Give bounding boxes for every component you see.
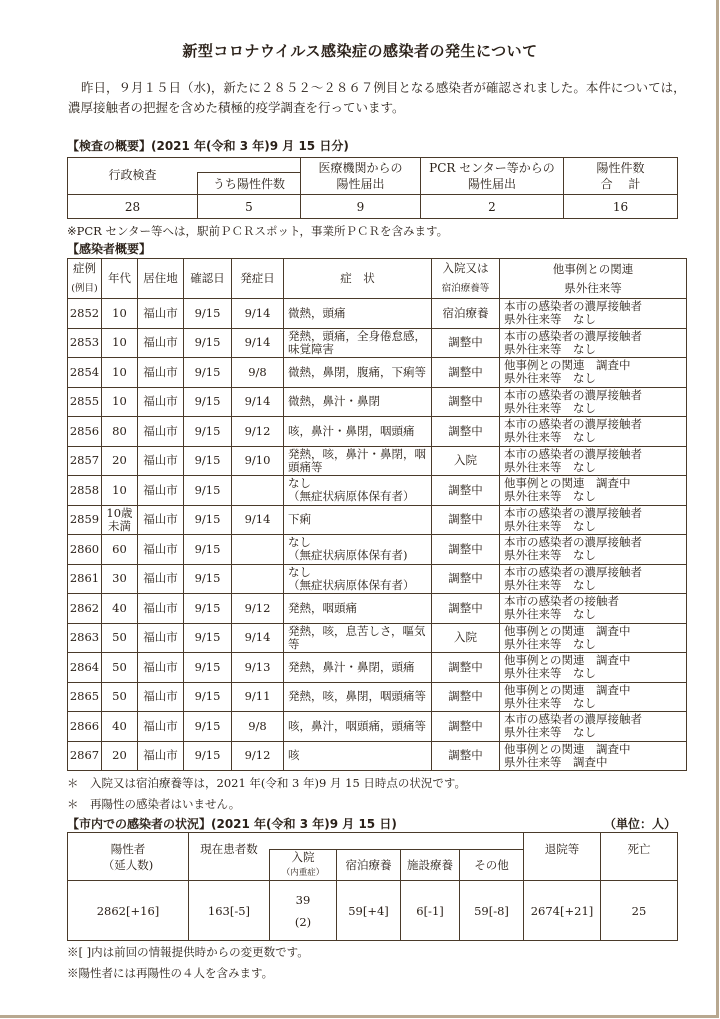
cell-status: 調整中 bbox=[432, 505, 500, 535]
cell-case-no: 2858 bbox=[68, 476, 102, 506]
relation-line: 他事例との関連 調査中 bbox=[504, 358, 631, 373]
relation-line: 本市の感染者の濃厚接触者 bbox=[504, 505, 642, 520]
cell-residence: 福山市 bbox=[138, 446, 184, 476]
cell-relation bbox=[500, 299, 687, 329]
header-current-spacer bbox=[270, 833, 524, 850]
cell-confirmed: 9/15 bbox=[184, 417, 232, 447]
cell-relation bbox=[500, 328, 687, 358]
travel-line: 県外往来等 なし bbox=[504, 371, 596, 386]
cases-note-2: ＊ 再陽性の感染者はいません。 bbox=[67, 797, 241, 811]
header-positive: 陽性者 （延人数) bbox=[68, 833, 189, 881]
table-row bbox=[68, 358, 687, 388]
header-confirmed: 確認日 bbox=[184, 259, 232, 299]
cell-confirmed: 9/15 bbox=[184, 594, 232, 624]
cell-status: 入院 bbox=[432, 446, 500, 476]
cell-confirmed: 9/15 bbox=[184, 328, 232, 358]
cell-relation bbox=[500, 358, 687, 388]
header-status bbox=[432, 259, 500, 299]
cell-symptoms: 咳 bbox=[284, 741, 432, 771]
header-hospital bbox=[270, 850, 337, 881]
cell-age: 60 bbox=[102, 535, 138, 565]
cases-note-1: ＊ 入院又は宿泊療養等は，2021 年(令和 3 年)9 月 15 日時点の状況です。 bbox=[67, 776, 467, 790]
city-status-table bbox=[67, 832, 678, 941]
cell-status: 調整中 bbox=[432, 476, 500, 506]
cell-case-no: 2863 bbox=[68, 623, 102, 653]
cell-onset: 9/14 bbox=[232, 299, 284, 329]
cell-symptoms: 咳，鼻汁・鼻閉，咽頭痛 bbox=[284, 417, 432, 447]
cell-onset: 9/14 bbox=[232, 623, 284, 653]
header-relation bbox=[500, 259, 687, 299]
table-row bbox=[68, 564, 687, 594]
cell-status: 調整中 bbox=[432, 564, 500, 594]
travel-line: 県外往来等 なし bbox=[504, 548, 596, 563]
cell-relation bbox=[500, 741, 687, 771]
relation-line: 本市の感染者の濃厚接触者 bbox=[504, 328, 642, 343]
cell-age: 30 bbox=[102, 564, 138, 594]
table-row bbox=[68, 505, 687, 535]
cell-status: 調整中 bbox=[432, 417, 500, 447]
header-symptoms: 症 状 bbox=[284, 259, 432, 299]
cell-status: 調整中 bbox=[432, 741, 500, 771]
travel-line: 県外往来等 なし bbox=[504, 695, 596, 710]
travel-line: 県外往来等 なし bbox=[504, 577, 596, 592]
cell-residence: 福山市 bbox=[138, 594, 184, 624]
city-note-2: ※陽性者には再陽性の４人を含みます。 bbox=[67, 966, 274, 980]
cell-residence: 福山市 bbox=[138, 417, 184, 447]
header-case-no-sub: (例目) bbox=[71, 283, 98, 294]
cell-age: 20 bbox=[102, 741, 138, 771]
table-row bbox=[68, 623, 687, 653]
value-hospital-severe: (2) bbox=[294, 914, 312, 929]
cell-status: 調整中 bbox=[432, 653, 500, 683]
cell-onset: 9/12 bbox=[232, 741, 284, 771]
cell-case-no: 2853 bbox=[68, 328, 102, 358]
header-status-label: 入院又は bbox=[442, 261, 489, 275]
cell-onset: 9/14 bbox=[232, 505, 284, 535]
cell-relation bbox=[500, 446, 687, 476]
cell-relation bbox=[500, 682, 687, 712]
cell-residence: 福山市 bbox=[138, 476, 184, 506]
cell-confirmed: 9/15 bbox=[184, 712, 232, 742]
table-row bbox=[68, 328, 687, 358]
cell-confirmed: 9/15 bbox=[184, 299, 232, 329]
cell-case-no: 2866 bbox=[68, 712, 102, 742]
cell-onset: 9/8 bbox=[232, 358, 284, 388]
cell-case-no: 2859 bbox=[68, 505, 102, 535]
value-facility: 6[-1] bbox=[401, 881, 460, 941]
page-title: 新型コロナウイルス感染症の感染者の発生について bbox=[182, 42, 538, 60]
cell-symptoms: 発熱，咳，息苦しさ，嘔気等 bbox=[284, 623, 432, 653]
cell-onset: 9/14 bbox=[232, 328, 284, 358]
cell-age: 50 bbox=[102, 623, 138, 653]
cell-relation bbox=[500, 505, 687, 535]
cell-symptoms: 発熱，鼻汁・鼻閉，頭痛 bbox=[284, 653, 432, 683]
cell-onset: 9/12 bbox=[232, 594, 284, 624]
table-row bbox=[68, 682, 687, 712]
header-relation-sub: 県外往来等 bbox=[564, 280, 622, 295]
value-current: 163[-5] bbox=[189, 881, 270, 941]
relation-line: 本市の感染者の濃厚接触者 bbox=[504, 299, 642, 314]
cell-age: 10 bbox=[102, 476, 138, 506]
header-relation-label: 他事例との関連 bbox=[552, 261, 634, 276]
table-row bbox=[68, 446, 687, 476]
cell-residence: 福山市 bbox=[138, 741, 184, 771]
test-summary-table bbox=[67, 157, 678, 219]
cell-onset bbox=[232, 564, 284, 594]
cell-residence: 福山市 bbox=[138, 653, 184, 683]
cell-residence: 福山市 bbox=[138, 712, 184, 742]
relation-line: 本市の感染者の濃厚接触者 bbox=[504, 417, 642, 432]
header-other: その他 bbox=[460, 850, 524, 881]
cell-relation bbox=[500, 417, 687, 447]
cell-symptoms: 微熱，頭痛 bbox=[284, 299, 432, 329]
cell-age: 20 bbox=[102, 446, 138, 476]
header-case-no-label: 症例 bbox=[73, 261, 96, 275]
cell-status: 調整中 bbox=[432, 358, 500, 388]
cell-confirmed: 9/15 bbox=[184, 476, 232, 506]
cell-age: 10 bbox=[102, 299, 138, 329]
cell-age: 80 bbox=[102, 417, 138, 447]
header-discharged: 退院等 bbox=[524, 833, 601, 881]
value-positive: 2862[+16] bbox=[68, 881, 189, 941]
value-hotel: 59[+4] bbox=[337, 881, 401, 941]
header-hospital-sub: （内重症） bbox=[281, 868, 325, 878]
unit-label: （単位：人） bbox=[603, 817, 676, 831]
value-pcr-center: 2 bbox=[421, 195, 564, 219]
value-discharged: 2674[+21] bbox=[524, 881, 601, 941]
cell-symptoms: 発熱，咳，鼻閉，咽頭痛等 bbox=[284, 682, 432, 712]
header-pcr-center: PCR センター等からの 陽性届出 bbox=[421, 158, 564, 195]
travel-line: 県外往来等 なし bbox=[504, 341, 596, 356]
header-case-no bbox=[68, 259, 102, 299]
cell-confirmed: 9/15 bbox=[184, 653, 232, 683]
cell-confirmed: 9/15 bbox=[184, 505, 232, 535]
cell-symptoms: 微熱，鼻閉，腹痛，下痢等 bbox=[284, 358, 432, 388]
cell-case-no: 2867 bbox=[68, 741, 102, 771]
cell-symptoms: 微熱，鼻汁・鼻閉 bbox=[284, 387, 432, 417]
header-total: 陽性件数 合 計 bbox=[564, 158, 678, 195]
cell-relation bbox=[500, 535, 687, 565]
travel-line: 県外往来等 なし bbox=[504, 312, 596, 327]
test-summary-note: ※PCR センター等へは，駅前ＰＣＲスポット，事業所ＰＣＲを含みます。 bbox=[67, 224, 449, 238]
value-admin-positive: 5 bbox=[198, 195, 301, 219]
cell-age: 40 bbox=[102, 712, 138, 742]
cell-case-no: 2852 bbox=[68, 299, 102, 329]
cell-age: 50 bbox=[102, 653, 138, 683]
cell-symptoms: なし （無症状病原体保有者) bbox=[284, 535, 432, 565]
header-medical: 医療機関からの 陽性届出 bbox=[301, 158, 421, 195]
header-spacer bbox=[198, 158, 301, 173]
cell-residence: 福山市 bbox=[138, 564, 184, 594]
travel-line: 県外往来等 なし bbox=[504, 636, 596, 651]
relation-line: 本市の感染者の濃厚接触者 bbox=[504, 535, 642, 550]
cell-confirmed: 9/15 bbox=[184, 535, 232, 565]
cell-onset: 9/14 bbox=[232, 387, 284, 417]
relation-line: 他事例との関連 調査中 bbox=[504, 476, 631, 491]
cell-symptoms: 発熱，咳，鼻汁・鼻閉，咽頭痛等 bbox=[284, 446, 432, 476]
value-other: 59[-8] bbox=[460, 881, 524, 941]
cell-status: 調整中 bbox=[432, 535, 500, 565]
cell-residence: 福山市 bbox=[138, 505, 184, 535]
cell-status: 調整中 bbox=[432, 682, 500, 712]
relation-line: 本市の感染者の濃厚接触者 bbox=[504, 387, 642, 402]
travel-line: 県外往来等 なし bbox=[504, 666, 596, 681]
cell-case-no: 2855 bbox=[68, 387, 102, 417]
header-current: 現在患者数 bbox=[189, 833, 270, 881]
travel-line: 県外往来等 なし bbox=[504, 459, 596, 474]
cell-case-no: 2860 bbox=[68, 535, 102, 565]
cell-age: 10 bbox=[102, 358, 138, 388]
travel-line: 県外往来等 なし bbox=[504, 518, 596, 533]
cell-confirmed: 9/15 bbox=[184, 564, 232, 594]
cell-confirmed: 9/15 bbox=[184, 446, 232, 476]
table-row bbox=[68, 712, 687, 742]
cell-status: 入院 bbox=[432, 623, 500, 653]
header-status-sub: 宿泊療養等 bbox=[441, 283, 490, 294]
cell-age: 10 bbox=[102, 387, 138, 417]
table-row bbox=[68, 387, 687, 417]
header-admin-positive: うち陽性件数 bbox=[198, 173, 301, 195]
value-medical: 9 bbox=[301, 195, 421, 219]
cell-relation bbox=[500, 653, 687, 683]
cell-age: 50 bbox=[102, 682, 138, 712]
cell-residence: 福山市 bbox=[138, 328, 184, 358]
cell-relation bbox=[500, 712, 687, 742]
city-status-heading: 【市内での感染者の状況】(2021 年(令和 3 年)9 月 15 日) bbox=[67, 817, 397, 831]
value-hospital bbox=[270, 881, 337, 941]
table-row bbox=[68, 417, 687, 447]
table-row bbox=[68, 594, 687, 624]
relation-line: 本市の感染者の接触者 bbox=[504, 594, 619, 609]
travel-line: 県外往来等 なし bbox=[504, 400, 596, 415]
header-onset: 発症日 bbox=[232, 259, 284, 299]
cell-residence: 福山市 bbox=[138, 387, 184, 417]
value-death: 25 bbox=[601, 881, 678, 941]
intro-paragraph: 昨日，９月１５日（水)，新たに２８５２～２８６７例目となる感染者が確認されました。本件については，濃厚接触者の把握を含めた積極的疫学調査を行っています。 bbox=[68, 80, 686, 115]
relation-line: 本市の感染者の濃厚接触者 bbox=[504, 564, 642, 579]
cell-onset: 9/11 bbox=[232, 682, 284, 712]
table-row bbox=[68, 535, 687, 565]
cell-onset: 9/8 bbox=[232, 712, 284, 742]
table-row bbox=[68, 299, 687, 329]
header-facility: 施設療養 bbox=[401, 850, 460, 881]
cell-onset: 9/13 bbox=[232, 653, 284, 683]
cell-symptoms: 発熱，頭痛，全身倦怠感，味覚障害 bbox=[284, 328, 432, 358]
cases-table bbox=[67, 258, 687, 771]
cell-relation bbox=[500, 594, 687, 624]
table-row bbox=[68, 653, 687, 683]
cell-confirmed: 9/15 bbox=[184, 623, 232, 653]
cell-residence: 福山市 bbox=[138, 623, 184, 653]
cell-case-no: 2864 bbox=[68, 653, 102, 683]
cell-confirmed: 9/15 bbox=[184, 741, 232, 771]
cell-residence: 福山市 bbox=[138, 358, 184, 388]
relation-line: 本市の感染者の濃厚接触者 bbox=[504, 446, 642, 461]
cell-status: 調整中 bbox=[432, 328, 500, 358]
travel-line: 県外往来等 なし bbox=[504, 607, 596, 622]
cell-relation bbox=[500, 564, 687, 594]
cell-relation bbox=[500, 476, 687, 506]
header-hospital-label: 入院 bbox=[291, 850, 315, 864]
travel-line: 県外往来等 調査中 bbox=[504, 754, 608, 769]
header-hotel: 宿泊療養 bbox=[337, 850, 401, 881]
cell-age: 10 bbox=[102, 328, 138, 358]
cell-confirmed: 9/15 bbox=[184, 682, 232, 712]
relation-line: 本市の感染者の濃厚接触者 bbox=[504, 712, 642, 727]
travel-line: 県外往来等 なし bbox=[504, 725, 596, 740]
cell-case-no: 2861 bbox=[68, 564, 102, 594]
cell-age: 40 bbox=[102, 594, 138, 624]
cell-residence: 福山市 bbox=[138, 299, 184, 329]
value-total: 16 bbox=[564, 195, 678, 219]
cell-symptoms: なし （無症状病原体保有者） bbox=[284, 476, 432, 506]
value-admin-test: 28 bbox=[68, 195, 198, 219]
cell-confirmed: 9/15 bbox=[184, 387, 232, 417]
cell-symptoms: 発熱，咽頭痛 bbox=[284, 594, 432, 624]
cell-onset: 9/10 bbox=[232, 446, 284, 476]
cell-age: 10歳 未満 bbox=[102, 505, 138, 535]
cell-onset bbox=[232, 535, 284, 565]
cell-case-no: 2854 bbox=[68, 358, 102, 388]
travel-line: 県外往来等 なし bbox=[504, 430, 596, 445]
table-row bbox=[68, 741, 687, 771]
cell-residence: 福山市 bbox=[138, 535, 184, 565]
travel-line: 県外往来等 なし bbox=[504, 489, 596, 504]
cell-case-no: 2862 bbox=[68, 594, 102, 624]
cell-status: 調整中 bbox=[432, 712, 500, 742]
header-admin-test: 行政検査 bbox=[68, 158, 198, 195]
cell-confirmed: 9/15 bbox=[184, 358, 232, 388]
cell-relation bbox=[500, 623, 687, 653]
cell-case-no: 2857 bbox=[68, 446, 102, 476]
cell-residence: 福山市 bbox=[138, 682, 184, 712]
relation-line: 他事例との関連 調査中 bbox=[504, 682, 631, 697]
cell-status: 宿泊療養 bbox=[432, 299, 500, 329]
header-residence: 居住地 bbox=[138, 259, 184, 299]
cell-symptoms: 下痢 bbox=[284, 505, 432, 535]
test-summary-heading: 【検査の概要】(2021 年(令和 3 年)9 月 15 日分) bbox=[67, 139, 349, 153]
relation-line: 他事例との関連 調査中 bbox=[504, 653, 631, 668]
city-note-1: ※[ ]内は前回の情報提供時からの変更数です。 bbox=[67, 945, 309, 959]
cell-relation bbox=[500, 387, 687, 417]
cell-symptoms: 咳，鼻汁，咽頭痛，頭痛等 bbox=[284, 712, 432, 742]
cell-case-no: 2856 bbox=[68, 417, 102, 447]
relation-line: 他事例との関連 調査中 bbox=[504, 623, 631, 638]
cell-status: 調整中 bbox=[432, 594, 500, 624]
table-row bbox=[68, 476, 687, 506]
cell-case-no: 2865 bbox=[68, 682, 102, 712]
value-hospital-count: 39 bbox=[295, 892, 311, 907]
cell-onset: 9/12 bbox=[232, 417, 284, 447]
header-age: 年代 bbox=[102, 259, 138, 299]
header-death: 死亡 bbox=[601, 833, 678, 881]
cell-onset bbox=[232, 476, 284, 506]
cell-status: 調整中 bbox=[432, 387, 500, 417]
cases-heading: 【感染者概要】 bbox=[67, 242, 152, 256]
cell-symptoms: なし （無症状病原体保有者） bbox=[284, 564, 432, 594]
relation-line: 他事例との関連 調査中 bbox=[504, 741, 631, 756]
